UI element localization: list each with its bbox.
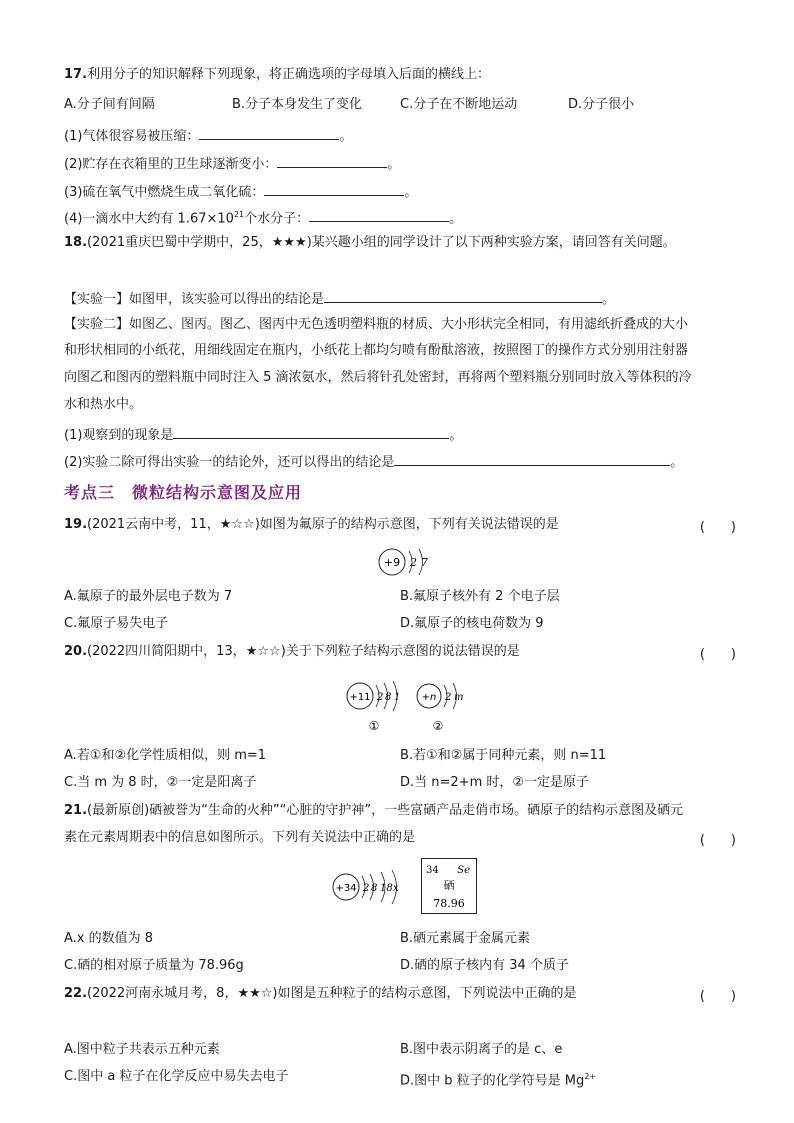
periodic-table-cell	[421, 858, 477, 914]
q17-option-c: C.分子在不断地运动	[400, 97, 518, 112]
svg-text:2: 2	[363, 883, 370, 894]
q17-option-a: A.分子间有间隔	[64, 97, 155, 112]
q19-option-b: B.氟原子核外有 2 个电子层	[400, 589, 560, 604]
answer-paren[interactable]: ( )	[699, 833, 736, 848]
answer-blank[interactable]	[309, 207, 449, 222]
element-symbol: Se	[457, 865, 470, 876]
q18-sub2: (2)实验二除可得出实验一的结论外，还可以得出的结论是 。	[64, 451, 683, 472]
answer-paren[interactable]: ( )	[699, 520, 736, 535]
q17-sub3: (3)硫在氧气中燃烧生成二氧化硫： 。	[64, 181, 417, 202]
nucleus-charge: +11	[349, 692, 371, 703]
q21-stem-line1: 21.(最新原创)硒被誉为“生命的火种”“心脏的守护神”，一些富硒产品走俏市场。硒原子的结构示意图及硒元	[64, 803, 684, 818]
question-number: 17.	[64, 67, 88, 82]
q21-option-b: B.硒元素属于金属元素	[400, 931, 531, 946]
answer-blank[interactable]	[324, 288, 602, 303]
atomic-number: 34	[426, 865, 439, 876]
q17-option-b: B.分子本身发生了变化	[232, 97, 363, 112]
svg-text:18: 18	[380, 883, 393, 894]
q17-sub2: (2)贮存在衣箱里的卫生球逐渐变小： 。	[64, 153, 400, 174]
answer-blank[interactable]	[173, 424, 449, 439]
q20-option-c: C.当 m 为 8 时，②一定是阳离子	[64, 775, 257, 790]
q17-sub4: (4)一滴水中大约有 $1.67\times 10^{21}$个水分子： 。	[64, 206, 462, 228]
svg-text:2: 2	[445, 692, 452, 703]
svg-text:m: m	[454, 692, 464, 703]
svg-text:8: 8	[385, 692, 392, 703]
q22-option-a: A.图中粒子共表示五种元素	[64, 1042, 220, 1057]
answer-paren[interactable]: ( )	[699, 989, 736, 1004]
q21-option-c: C.硒的相对原子质量为 78.96g	[64, 958, 244, 973]
answer-blank[interactable]	[277, 153, 387, 168]
q20-option-a: A.若①和②化学性质相似，则 m=1	[64, 748, 267, 763]
svg-text:1: 1	[394, 692, 401, 703]
svg-text:8: 8	[371, 883, 378, 894]
svg-text:2: 2	[377, 692, 384, 703]
q18-exp2-line1: 【实验二】如图乙、图丙。图乙、图丙中无色透明塑料瓶的材质、大小形状完全相同，有用滤纸折叠成的大小	[64, 317, 689, 332]
q20-option-b: B.若①和②属于同种元素，则 n=11	[400, 748, 607, 763]
q19-stem: 19.(2021云南中考，11，★☆☆)如图为氟原子的结构示意图，下列有关说法错误的是	[64, 517, 559, 532]
q18-exp2-line2: 和形状相同的小纸花，用细线固定在瓶内，小纸花上都均匀喷有酚酞溶液，按照图丁的操作方式分别用注射器	[64, 343, 689, 358]
answer-blank[interactable]	[264, 181, 404, 196]
q21-stem-line2: 素在元素周期表中的信息如图所示。下列有关说法中正确的是	[64, 830, 416, 845]
shell-electrons: 2	[410, 556, 417, 569]
q18-exp1: 【实验一】如图甲，该实验可以得出的结论是 。	[64, 288, 615, 309]
q17-sub1: (1)气体很容易被压缩： 。	[64, 125, 352, 146]
q17-stem	[64, 66, 490, 84]
selenium-atom-diagram	[330, 868, 410, 906]
q19-option-a: A.氟原子的最外层电子数为 7	[64, 589, 233, 604]
question-text: 利用分子的知识解释下列现象，将正确选项的字母填入后面的横线上：	[87, 67, 491, 82]
q18-exp2-line4: 水和热水中。	[64, 397, 143, 412]
fluorine-atom-diagram	[376, 544, 436, 580]
q17-option-d: D.分子很小	[568, 97, 635, 112]
q22-option-b: B.图中表示阴离子的是 c、e	[400, 1042, 563, 1057]
answer-paren[interactable]: ( )	[699, 647, 736, 662]
nucleus-charge: +9	[383, 556, 401, 569]
q22-option-d: D.图中 b 粒子的化学符号是 $Mg^{2+}$	[400, 1072, 597, 1089]
q22-stem: 22.(2022河南永城月考，8，★★☆)如图是五种粒子的结构示意图，下列说法中正确的是	[64, 986, 577, 1001]
label-2: ②	[432, 719, 444, 733]
atomic-mass: 78.96	[433, 897, 465, 910]
svg-text:x: x	[393, 883, 399, 894]
nucleus-charge: +n	[421, 692, 437, 703]
q18-exp2-line3: 向图乙和图丙的塑料瓶中同时注入 5 滴浓氨水，然后将针孔处密封，再将两个塑料瓶分别同时放入等体积的冷	[64, 370, 692, 385]
section-heading: 考点三 微粒结构示意图及应用	[64, 483, 303, 502]
q20-stem: 20.(2022四川简阳期中，13，★☆☆)关于下列粒子结构示意图的说法错误的是	[64, 644, 520, 659]
q21-option-a: A.x 的数值为 8	[64, 931, 154, 946]
q19-option-c: C.氟原子易失电子	[64, 616, 169, 631]
element-name: 硒	[443, 879, 455, 892]
label-1: ①	[368, 719, 380, 733]
q19-option-d: D.氟原子的核电荷数为 9	[400, 616, 544, 631]
q22-option-c: C.图中 a 粒子在化学反应中易失去电子	[64, 1069, 289, 1084]
q20-option-d: D.当 n=2+m 时，②一定是原子	[400, 775, 590, 790]
answer-blank[interactable]	[199, 125, 339, 140]
answer-blank[interactable]	[394, 451, 670, 466]
q18-sub1: (1)观察到的现象是 。	[64, 424, 462, 445]
q18-stem: 18.(2021重庆巴蜀中学期中，25，★★★)某兴趣小组的同学设计了以下两种实验方案，请回答有关问题。	[64, 235, 676, 250]
shell-electrons: 7	[421, 556, 428, 569]
q21-option-d: D.硒的原子核内有 34 个质子	[400, 958, 569, 973]
particle-diagrams	[344, 678, 474, 736]
nucleus-charge: +34	[335, 883, 357, 894]
